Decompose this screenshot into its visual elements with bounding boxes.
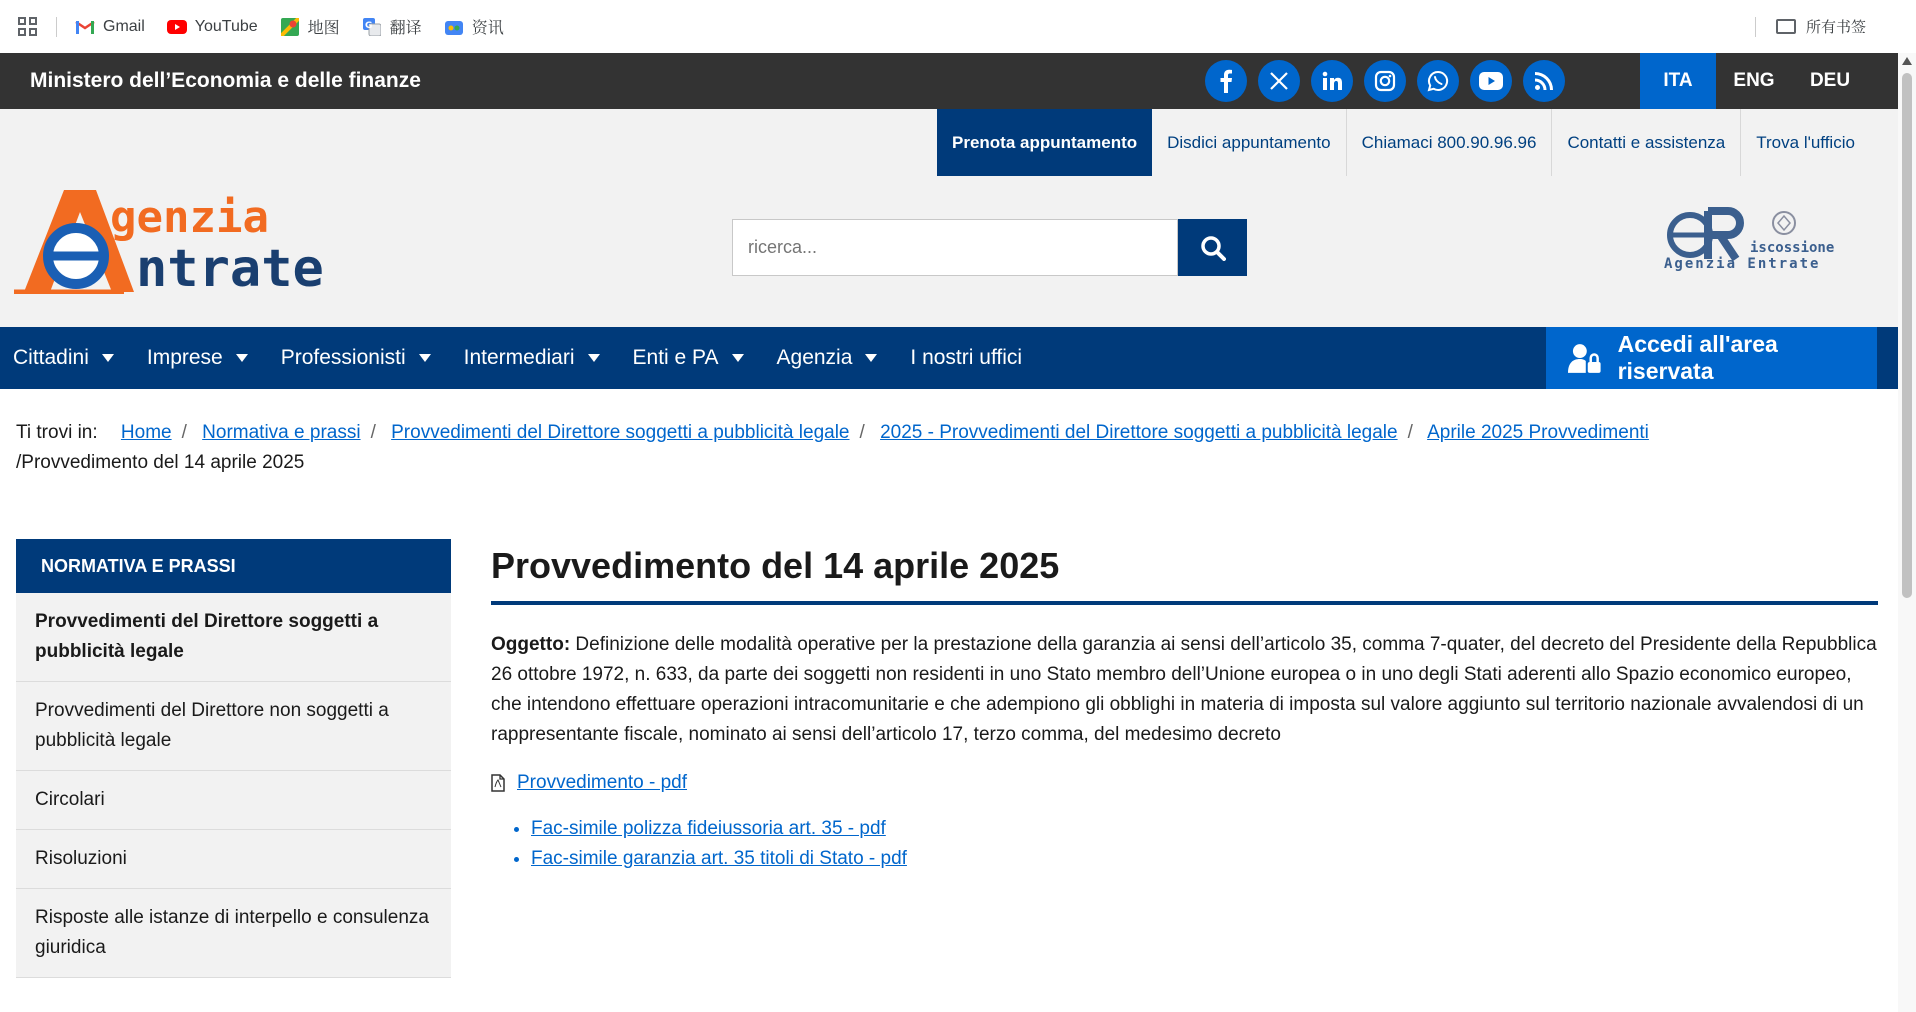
logo-text-genzia: genzia (110, 192, 269, 243)
provvedimento-pdf-link[interactable]: Provvedimento - pdf (517, 772, 688, 793)
breadcrumb-aprile-2025[interactable]: Aprile 2025 Provvedimenti (1427, 422, 1649, 443)
riscossione-logo[interactable] (1664, 201, 1854, 281)
bookmarks-separator (1755, 17, 1756, 37)
caret-down-icon (732, 354, 744, 362)
lang-deu[interactable]: DEU (1809, 70, 1851, 91)
whatsapp-icon[interactable] (1417, 60, 1459, 102)
accedi-label: Accedi all'area riservata (1617, 331, 1778, 384)
list-item (531, 814, 1878, 844)
language-switcher (1640, 53, 1868, 109)
caret-down-icon (419, 354, 431, 362)
bookmark-label: 地图 (307, 20, 340, 37)
youtube-icon (167, 19, 187, 35)
instagram-icon[interactable] (1364, 60, 1406, 102)
oggetto-paragraph (491, 630, 1878, 750)
gmail-icon (75, 19, 95, 35)
nav-agenzia[interactable] (777, 346, 878, 370)
user-lock-icon (1568, 343, 1602, 373)
sidebar (16, 539, 451, 978)
apps-grid-icon[interactable] (18, 17, 38, 37)
nav-imprese[interactable] (147, 346, 248, 370)
nav-label: Imprese (146, 346, 223, 369)
bookmark-news[interactable] (444, 15, 504, 38)
all-bookmarks[interactable] (1755, 0, 1866, 53)
nav-cittadini[interactable] (13, 346, 114, 370)
site-header (0, 109, 1898, 327)
nav-label: Agenzia (776, 346, 853, 369)
breadcrumb-2025[interactable]: 2025 - Provvedimenti del Direttore soggetti a pubblicità legale (880, 422, 1398, 443)
sidebar-item-provvedimenti-non-soggetti[interactable]: Provvedimenti del Direttore non soggetti a pubblicità legale (16, 682, 451, 771)
search-icon (1200, 235, 1226, 261)
linkedin-icon[interactable] (1311, 60, 1353, 102)
lang-ita[interactable]: ITA (1640, 53, 1716, 109)
bookmark-label: Gmail (103, 17, 145, 35)
ministry-link[interactable]: Ministero dell’Economia e delle finanze (30, 69, 421, 92)
nav-nostri-uffici[interactable] (910, 346, 1022, 370)
breadcrumb-separator: / (16, 452, 22, 473)
breadcrumb-current: Provvedimento del 14 aprile 2025 (21, 452, 305, 473)
scroll-up-arrow-icon[interactable] (1902, 57, 1912, 65)
breadcrumb (16, 418, 1876, 478)
contatti-link[interactable]: Contatti e assistenza (1552, 109, 1741, 176)
caret-down-icon (236, 354, 248, 362)
sidebar-title[interactable]: NORMATIVA E PRASSI (16, 539, 451, 593)
nav-professionisti[interactable] (281, 346, 431, 370)
logo-text-ntrate: ntrate (136, 239, 324, 294)
nav-intermediari[interactable] (464, 346, 600, 370)
riscossione-subtext: Agenzia Entrate (1664, 256, 1821, 272)
disdici-appuntamento-link[interactable]: Disdici appuntamento (1152, 109, 1346, 176)
breadcrumb-separator: / (181, 422, 187, 443)
lang-eng[interactable]: ENG (1733, 70, 1775, 91)
bookmark-maps[interactable] (280, 15, 340, 38)
all-bookmarks-label: 所有书签 (1805, 19, 1866, 36)
news-icon (444, 19, 464, 35)
sidebar-item-circolari[interactable]: Circolari (16, 771, 451, 830)
breadcrumb-separator: / (859, 422, 865, 443)
fac-simile-garanzia-link[interactable]: Fac-simile garanzia art. 35 titoli di Stato - pdf (531, 848, 907, 869)
attachments-list (491, 814, 1878, 874)
nav-label: Professionisti (280, 346, 406, 369)
page-title: Provvedimento del 14 aprile 2025 (491, 545, 1878, 605)
trova-ufficio-link[interactable]: Trova l'ufficio (1756, 133, 1855, 152)
sidebar-item-risposte-interpello[interactable]: Risposte alle istanze di interpello e consulenza giuridica (16, 889, 451, 978)
riscossione-text: iscossione (1750, 240, 1835, 256)
svg-text:G: G (364, 20, 373, 31)
sidebar-item-risoluzioni[interactable]: Risoluzioni (16, 830, 451, 889)
bookmark-label: YouTube (194, 17, 258, 35)
scrollbar-thumb[interactable] (1902, 73, 1912, 598)
bookmark-youtube[interactable] (167, 18, 258, 36)
oggetto-label: Oggetto: (491, 634, 571, 655)
breadcrumb-home[interactable]: Home (120, 422, 172, 443)
nav-label: I nostri uffici (910, 346, 1023, 369)
translate-icon (362, 19, 382, 35)
breadcrumb-separator: / (370, 422, 376, 443)
nav-label: Enti e PA (632, 346, 719, 369)
accedi-area-riservata-button[interactable] (1546, 327, 1877, 389)
main-content (491, 545, 1878, 874)
prenota-appuntamento-link[interactable]: Prenota appuntamento (937, 109, 1152, 176)
bookmark-gmail[interactable] (75, 18, 145, 36)
page-scrollbar[interactable] (1898, 53, 1916, 1012)
x-icon[interactable] (1258, 60, 1300, 102)
sidebar-item-provvedimenti-soggetti[interactable]: Provvedimenti del Direttore soggetti a pubblicità legale (16, 593, 451, 682)
fac-simile-polizza-link[interactable]: Fac-simile polizza fideiussoria art. 35 - pdf (531, 818, 886, 839)
facebook-icon[interactable] (1205, 60, 1247, 102)
rss-icon[interactable] (1523, 60, 1565, 102)
youtube-icon[interactable] (1470, 60, 1512, 102)
nav-enti-pa[interactable] (633, 346, 744, 370)
caret-down-icon (588, 354, 600, 362)
bookmark-label: 资讯 (471, 20, 504, 37)
bookmarks-separator (56, 17, 57, 37)
search-form (732, 219, 1247, 276)
nav-label: Intermediari (463, 346, 575, 369)
chiamaci-link[interactable]: Chiamaci 800.90.96.96 (1347, 109, 1553, 176)
bookmark-translate[interactable] (362, 15, 422, 38)
main-nav (0, 327, 1898, 389)
breadcrumb-provvedimenti[interactable]: Provvedimenti del Direttore soggetti a pubblicità legale (391, 422, 850, 443)
search-button[interactable] (1178, 219, 1247, 276)
caret-down-icon (102, 354, 114, 362)
quick-links (937, 109, 1870, 176)
maps-icon (280, 19, 300, 35)
folder-icon (1776, 19, 1796, 34)
provvedimento-pdf (491, 772, 1878, 794)
search-input[interactable] (732, 219, 1178, 276)
breadcrumb-separator: / (1407, 422, 1413, 443)
bookmark-label: 翻译 (389, 20, 422, 37)
caret-down-icon (865, 354, 877, 362)
breadcrumb-label: Ti trovi in: (16, 422, 98, 443)
agenzia-entrate-logo[interactable] (14, 184, 354, 294)
nav-label: Cittadini (13, 346, 89, 369)
bookmarks-bar (0, 0, 1916, 53)
ministry-bar (0, 53, 1898, 109)
list-item (531, 844, 1878, 874)
file-pdf-icon (491, 774, 505, 792)
social-links (1205, 60, 1565, 102)
breadcrumb-normativa[interactable]: Normativa e prassi (202, 422, 361, 443)
oggetto-text: Definizione delle modalità operative per la prestazione della garanzia ai sensi dell’articolo 35, comma 7-quater, del decreto del Presidente della Repubblica 26 ottobre 1972, n. 633, da parte dei soggetti non residenti in uno Stato membro dell’Unione europea o in uno degli Stati aderenti allo Spazio economico europeo, che intendono effettuare operazioni intracomunitarie e che adempiono gli obblighi in materia di imposta sul valore aggiunto sul territorio nazionale avvalendosi di un rappresentante fiscale, nominato ai sensi dell’articolo 17, terzo comma, del medesimo decreto (491, 634, 1877, 745)
